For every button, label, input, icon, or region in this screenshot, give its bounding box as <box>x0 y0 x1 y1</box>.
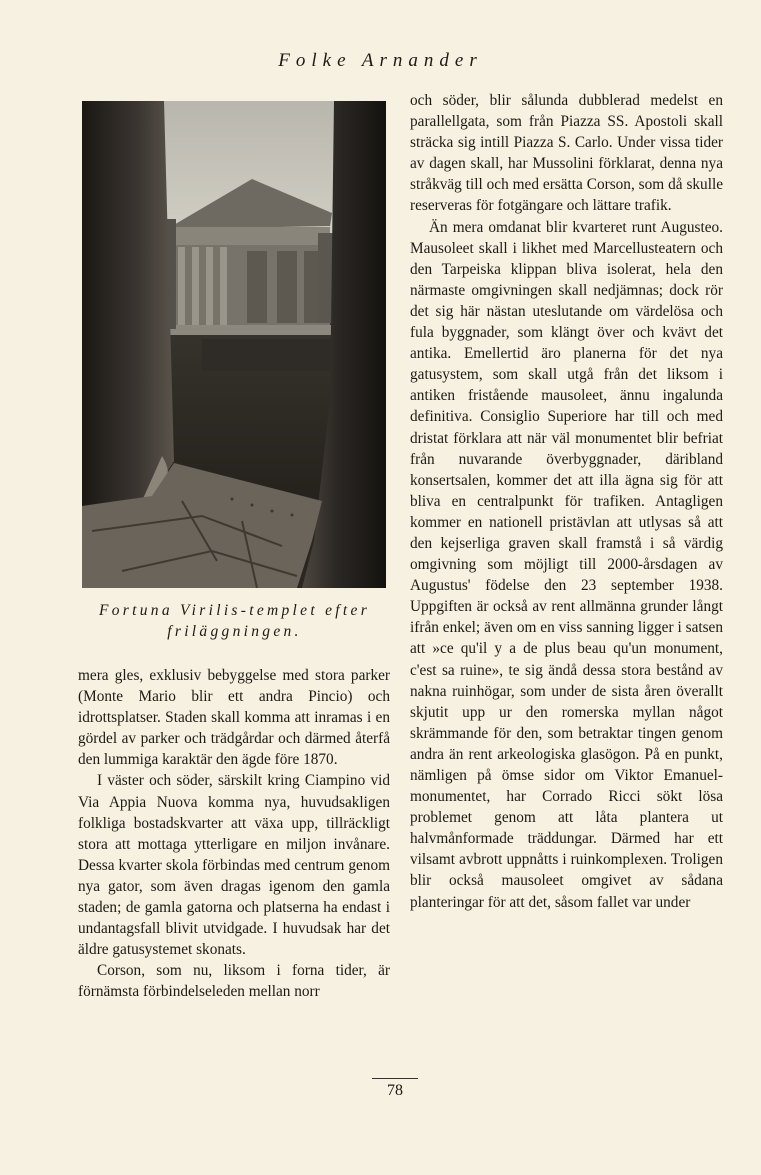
caption-line-2: friläggningen. <box>167 623 302 640</box>
paragraph-right-1: och söder, blir sålunda dubblerad medelst en parallellgata, som från Piazza SS. Apostoli skall sträcka sig intill Piazza S. Carlo. Under vissa tider av dagen skall, har Mussolini förklarat, denna nya stråkväg till och med ersätta Corson, som då skulle reserveras för fotgängare och lättare trafik. <box>410 92 723 215</box>
paragraph-left-1: mera gles, exklusiv bebyggelse med stora parker (Monte Mario blir ett andra Pincio) och idrottsplatser. Staden skall komma att inramas i en gördel av parker och trädgårdar och därmed återfå den lummiga karaktär den ägde före 1870. <box>78 667 390 769</box>
left-text-column <box>78 665 390 1003</box>
paragraph-left-3: Corson, som nu, liksom i forna tider, är förnämsta förbindelseleden mellan norr <box>78 962 390 1001</box>
figure-caption <box>72 600 397 642</box>
running-header-author: Folke Arnander <box>278 50 483 71</box>
temple-photograph <box>82 101 386 588</box>
page-number: 78 <box>372 1078 418 1100</box>
right-text-column <box>410 90 723 913</box>
caption-line-1: Fortuna Virilis-templet efter <box>98 602 371 619</box>
temple-photo-drawing <box>82 101 386 588</box>
paragraph-right-2: Än mera omdanat blir kvarteret runt Augusteo. Mausoleet skall i likhet med Marcellusteatern och den Tarpeiska klippan bliva isolerat, hela den närmaste omgivningen skall nedjämnas; dock rör det sig här nästan uteslutande om värdelösa och fula byggnader, som klängt över och kvävt det antika. Emellertid äro planerna för det nya gatusystem, som skall utgå från det liksom i antiken fristående mausoleet, ännu ingalunda definitiva. Consiglio Superiore har till och med dristat förklara att när väl monumentet blir befriat från nuvarande överbyggnader, däribland konsertsalen, kommer det att illa ägna sig för att bliva en centralpunkt för trafiken. Antagligen kommer en nationell pristävlan att utlysas så att den kejserliga graven skall framstå i så värdig omgivning som möjligt till 2000-årsdagen av Augustus' födelse den 23 september 1938. Uppgiften är också av rent allmänna grunder långt ifrån enkel; även om en viss sanning ligger i satsen att »ce qu'il y a de plus beau qu'un monument, c'est sa ruine», te sig ändå dessa stora bestånd av nakna ruinhögar, som under de sista åren överallt skjutit upp ur den romerska myllan något skrämmande för den, som betraktar tingen genom andra än rent arkeologiska glasögon. På en punkt, nämligen på ömse sidor om Viktor Emanuel-monumentet, har Corrado Ricci sökt lösa problemet genom att låta plantera ut halvmånformade träddungar. Därmed har ett vilsamt avbrott uppnåtts i ruinkomplexen. Troligen blir också mausoleet omgivet av sådana planteringar för att det, såsom fallet var under <box>410 218 723 911</box>
paragraph-left-2: I väster och söder, särskilt kring Ciampino vid Via Appia Nuova komma nya, huvudsakligen folkliga bostadskvarter att växa upp, tillräckligt stora att mottaga ytterligare en miljon invånare. Dessa kvarter skola förbindas med centrum genom nya gator, som även dragas igenom den gamla staden; de gamla gatorna och platserna ha endast i undantagsfall blivit utvidgade. I huvudsak har det äldre gatusystemet skonats. <box>78 772 390 959</box>
